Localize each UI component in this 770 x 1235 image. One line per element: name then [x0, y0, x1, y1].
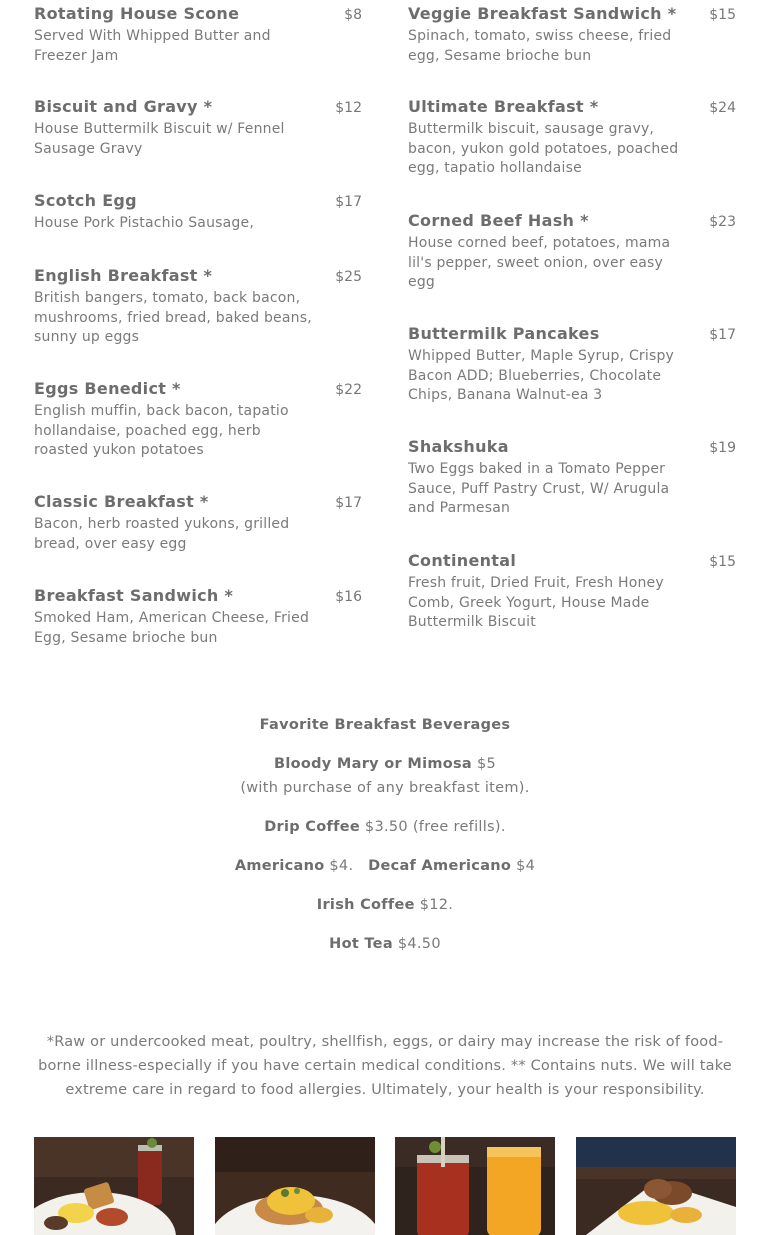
beverage-price: $5 — [476, 756, 497, 772]
menu-item — [34, 2, 362, 95]
food-photo-image — [34, 1137, 194, 1235]
item-name: English Breakfast * — [34, 266, 213, 285]
item-price: $25 — [335, 269, 362, 285]
item-price: $17 — [709, 327, 736, 343]
beverage-name: Hot Tea — [329, 936, 393, 952]
allergy-notice: *Raw or undercooked meat, poultry, shellfish, eggs, or dairy may increase the risk of food-borne illness-especially if you have certain medical conditions. ** Contains nuts. We will take extreme care in regard to food allergies. Ultimately, your health is your responsibility. — [38, 1034, 732, 1098]
beverage-price: $12. — [419, 897, 454, 913]
item-name: Shakshuka — [408, 437, 509, 456]
item-description: House Buttermilk Biscuit w/ Fennel Sausage Gravy — [34, 121, 285, 157]
menu-item — [34, 189, 362, 264]
item-price: $22 — [335, 382, 362, 398]
menu-item — [408, 2, 736, 95]
item-price: $15 — [709, 554, 736, 570]
item-price: $15 — [709, 7, 736, 23]
item-name: Continental — [408, 551, 517, 570]
menu-item — [34, 584, 362, 654]
photo-eggs-benedict[interactable] — [215, 1137, 375, 1235]
beverages-title — [0, 717, 770, 733]
item-description: Two Eggs baked in a Tomato Pepper Sauce, Puff Pastry Crust, W/ Arugula and Parmesan — [408, 461, 670, 516]
item-name: Biscuit and Gravy * — [34, 97, 213, 116]
beverage-name: Bloody Mary or Mimosa — [273, 756, 473, 772]
menu-column-right — [408, 0, 736, 654]
item-description: Fresh fruit, Dried Fruit, Fresh Honey Comb, Greek Yogurt, House Made Buttermilk Biscuit — [408, 575, 664, 630]
food-photo-image — [215, 1137, 375, 1235]
beverage-bloody-mimosa — [0, 756, 770, 772]
item-description: British bangers, tomato, back bacon, mushrooms, fried bread, baked beans, sunny up eggs — [34, 290, 312, 345]
item-name: Veggie Breakfast Sandwich * — [408, 4, 677, 23]
item-name: Ultimate Breakfast * — [408, 97, 599, 116]
menu-item — [34, 264, 362, 377]
beverage-price: $4. — [329, 858, 354, 874]
beverage-note-text: (with purchase of any breakfast item). — [240, 780, 530, 796]
beverages-heading: Favorite Breakfast Beverages — [259, 717, 511, 733]
item-name: Corned Beef Hash * — [408, 211, 589, 230]
beverage-price: $4 — [516, 858, 536, 874]
item-description: House corned beef, potatoes, mama lil's pepper, sweet onion, over easy egg — [408, 235, 671, 290]
item-price: $16 — [335, 589, 362, 605]
menu-item — [408, 322, 736, 435]
beverage-name: Americano — [234, 858, 325, 874]
beverage-hot-tea — [0, 936, 770, 952]
item-name: Buttermilk Pancakes — [408, 324, 600, 343]
beverage-note — [0, 780, 770, 796]
menu-column-left — [34, 0, 362, 654]
menu-item — [34, 95, 362, 189]
item-price: $19 — [709, 440, 736, 456]
item-description: English muffin, back bacon, tapatio hollandaise, poached egg, herb roasted yukon potatoes — [34, 403, 289, 458]
photo-classic-breakfast[interactable] — [34, 1137, 194, 1235]
beverage-irish-coffee — [0, 897, 770, 913]
item-price: $12 — [335, 100, 362, 116]
food-photo-image — [576, 1137, 736, 1235]
item-price: $17 — [335, 495, 362, 511]
item-description: Bacon, herb roasted yukons, grilled bread, over easy egg — [34, 516, 290, 552]
item-description: Served With Whipped Butter and Freezer Jam — [34, 28, 271, 64]
menu-item — [408, 435, 736, 549]
menu-item — [408, 549, 736, 639]
beverage-name: Drip Coffee — [264, 819, 360, 835]
menu-item — [408, 209, 736, 322]
item-name: Breakfast Sandwich * — [34, 586, 234, 605]
item-name: Classic Breakfast * — [34, 492, 209, 511]
beverage-drip-coffee — [0, 819, 770, 835]
item-description: House Pork Pistachio Sausage, — [34, 215, 254, 231]
beverage-price: $3.50 (free refills). — [364, 819, 506, 835]
menu-item — [34, 377, 362, 490]
item-price: $23 — [709, 214, 736, 230]
item-price: $17 — [335, 194, 362, 210]
menu-item — [408, 95, 736, 209]
item-description: Whipped Butter, Maple Syrup, Crispy Bacon ADD; Blueberries, Chocolate Chips, Banana Walnut-ea 3 — [408, 348, 675, 403]
beverage-name: Decaf Americano — [368, 858, 512, 874]
item-description: Spinach, tomato, swiss cheese, fried egg, Sesame brioche bun — [408, 28, 672, 64]
item-price: $8 — [344, 7, 362, 23]
beverage-americano — [0, 858, 770, 874]
item-name: Scotch Egg — [34, 191, 137, 210]
photo-potato-plate[interactable] — [576, 1137, 736, 1235]
menu-item — [34, 490, 362, 584]
item-description: Buttermilk biscuit, sausage gravy, bacon, yukon gold potatoes, poached egg, tapatio hollandaise — [408, 121, 679, 176]
photo-bloody-mary-mimosa[interactable] — [395, 1137, 555, 1235]
breakfast-menu — [34, 0, 736, 654]
item-description: Smoked Ham, American Cheese, Fried Egg, Sesame brioche bun — [34, 610, 310, 646]
item-name: Eggs Benedict * — [34, 379, 181, 398]
item-name: Rotating House Scone — [34, 4, 240, 23]
food-photo-image — [395, 1137, 555, 1235]
beverage-price: $4.50 — [397, 936, 441, 952]
item-price: $24 — [709, 100, 736, 116]
beverage-name: Irish Coffee — [316, 897, 415, 913]
